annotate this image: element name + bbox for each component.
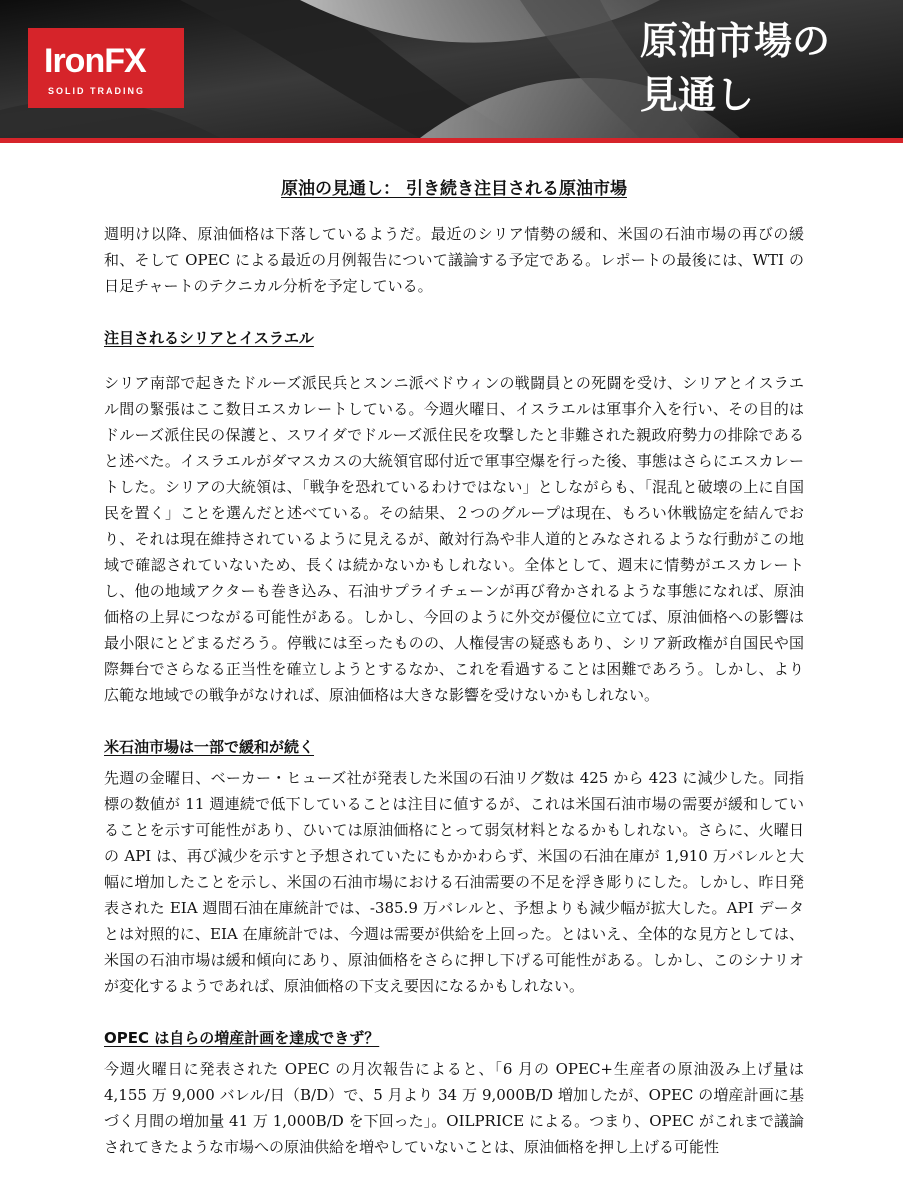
section-body-us-oil-market: 先週の金曜日、ベーカー・ヒューズ社が発表した米国の石油リグ数は 425 から 423 に減少した。同指標の数値が 11 週連続で低下していることは注目に値するが、これは米国石油市場の需要が緩和していることを示す可能性があり、ひいては原油価格にとって弱気材料となるかもしれない。さらに、火曜日の API は、再び減少を示すと予想されていたにもかかわらず、米国の石油在庫が 1,910 万バレルと大幅に増加したことを示し、米国の石油市場における石油需要の不足を浮き彫りにした。しかし、昨日発表された EIA 週間石油在庫統計では、-385.9 万バレルと、予想よりも減少幅が拡大した。API データとは対照的に、EIA 在庫統計では、今週は需要が供給を上回った。とはいえ、全体的な見方としては、米国の石油市場は緩和傾向にあり、原油価格をさらに押し下げる可能性がある。しかし、このシナリオが変化するようであれば、原油価格の下支え要因になるかもしれない。 bbox=[104, 769, 804, 995]
ironfx-logo bbox=[28, 28, 184, 108]
section-heading-syria-israel: 注目されるシリアとイスラエル bbox=[104, 329, 314, 347]
banner-title-line2: 見通し bbox=[640, 73, 755, 117]
intro-paragraph: 週明け以降、原油価格は下落しているようだ。最近のシリア情勢の緩和、米国の石油市場の再びの緩和、そして OPEC による最近の月例報告について議論する予定である。レポートの最後には、WTI の日足チャートのテクニカル分析を予定している。 bbox=[104, 225, 804, 295]
document-body bbox=[104, 166, 804, 1160]
section-heading-us-oil-market: 米石油市場は一部で緩和が続く bbox=[104, 738, 315, 756]
logo-tagline: SOLID TRADING bbox=[48, 86, 145, 96]
header-banner bbox=[0, 0, 903, 138]
banner-divider bbox=[0, 138, 903, 143]
section-body-syria-israel: シリア南部で起きたドルーズ派民兵とスンニ派ベドウィンの戦闘員との死闘を受け、シリアとイスラエル間の緊張はここ数日エスカレートしている。今週火曜日、イスラエルは軍事介入を行い、その目的はドルーズ派住民の保護と、スワイダでドルーズ派住民を攻撃したと非難された親政府勢力の排除であると述べた。イスラエルがダマスカスの大統領官邸付近で軍事空爆を行った後、事態はさらにエスカレートした。シリアの大統領は、「戦争を恐れているわけではない」としながらも、「混乱と破壊の上に自国民を置く」ことを選んだと述べている。その結果、２つのグループは現在、もろい休戦協定を結んでおり、それは現在維持されているように見えるが、敵対行為や非人道的とみなされるような行動がこの地域で確認されていないため、長くは続かないかもしれない。全体として、週末に情勢がエスカレートし、他の地域アクターも巻き込み、石油サプライチェーンが再び脅かされるような事態になれば、原油価格の上昇につながる可能性がある。しかし、今回のように外交が優位に立てば、原油価格への影響は最小限にとどまるだろう。停戦には至ったものの、人権侵害の疑惑もあり、シリア新政権が自国民や国際舞台でさらなる正当性を確立しようとするなか、これを看過することは困難であろう。しかし、より広範な地域での戦争がなければ、原油価格は大きな影響を受けないかもしれない。 bbox=[104, 374, 804, 704]
section-heading-opec: OPEC は自らの増産計画を達成できず？ bbox=[104, 1029, 380, 1047]
document-title: 原油の見通し： 引き続き注目される原油市場 bbox=[281, 179, 627, 199]
section-body-opec: 今週火曜日に発表された OPEC の月次報告によると、「6 月の OPEC+生産者の原油汲み上げ量は 4,155 万 9,000 バレル/日（B/D）で、5 月より 34 万 9,000B/D 増加したが、OPEC の増産計画に基づく月間の増加量 41 万 1,000B/D を下回った」。OILPRICE による。つまり、OPEC がこれまで議論されてきたような市場への原油供給を増やしていないことは、原油価格を押し上げる可能性 bbox=[104, 1060, 804, 1156]
logo-wordmark: IronFX bbox=[44, 42, 146, 80]
banner-title bbox=[640, 14, 900, 122]
banner-title-line1: 原油市場の bbox=[640, 19, 831, 63]
